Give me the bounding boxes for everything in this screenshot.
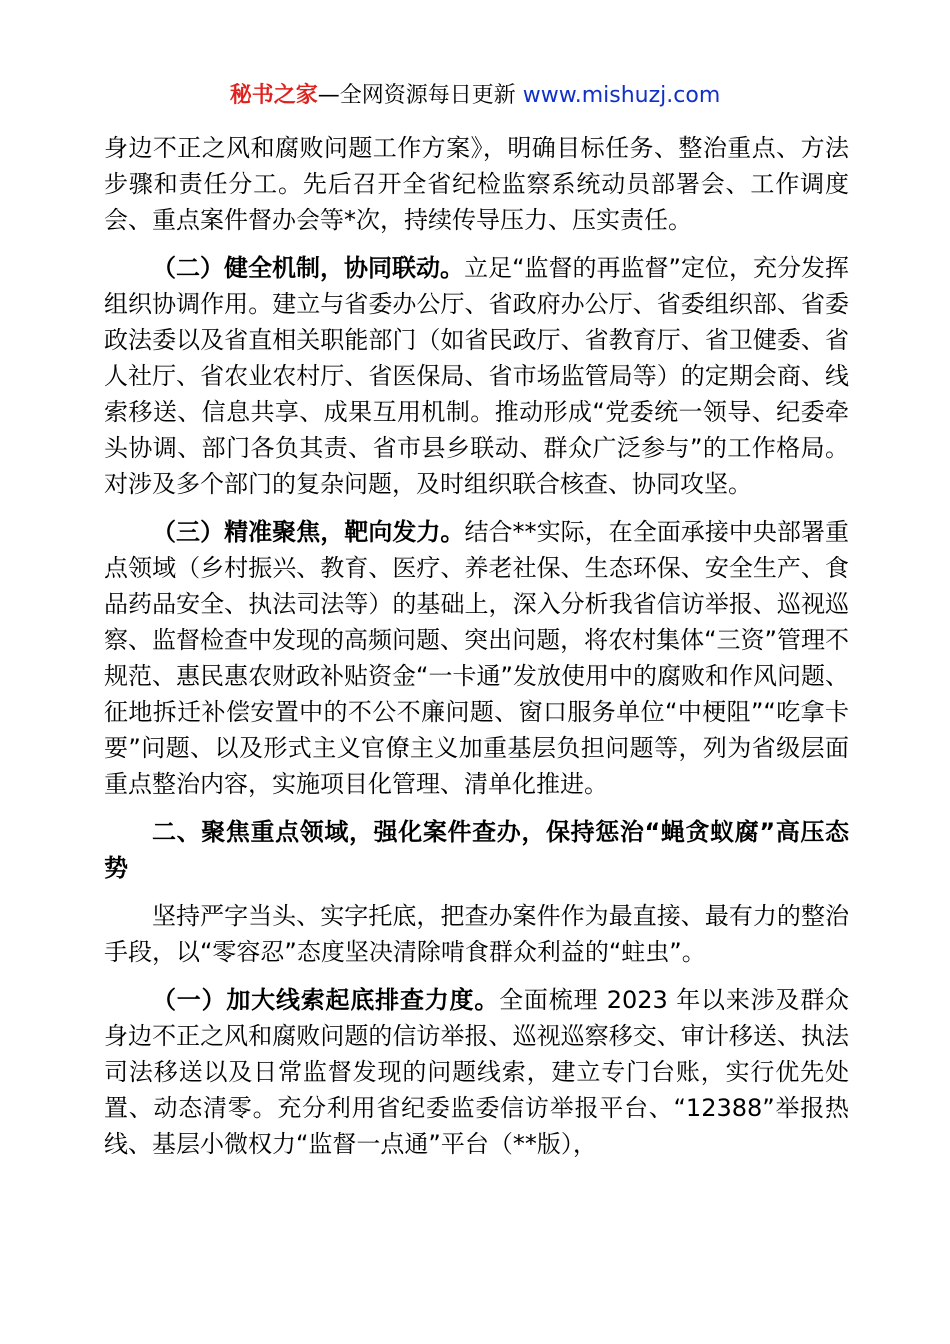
paragraph-clue-screening — [104, 982, 849, 1162]
paragraph-lead-heading: （一）加大线索起底排查力度。 — [152, 986, 500, 1014]
paragraph-continuation — [104, 130, 849, 238]
brand-name: 秘书之家 — [229, 83, 318, 108]
document-header — [0, 80, 950, 112]
paragraph-lead-heading: （二）健全机制，协同联动。 — [152, 254, 465, 282]
paragraph-text: 全面梳理 2023 年以来涉及群众身边不正之风和腐败问题的信访举报、巡视巡察移交、审计移送、执法司法移送以及日常监督发现的问题线索，建立专门台账，实行优先处置、动态清零。充分利用省纪委监委信访举报平台、“12388”举报热线、基层小微权力“监督一点通”平台（**版）， — [104, 986, 849, 1158]
paragraph-text: 身边不正之风和腐败问题工作方案》，明确目标任务、整治重点、方法步骤和责任分工。先后召开全省纪检监察系统动员部署会、工作调度会、重点案件督办会等*次，持续传导压力、压实责任。 — [104, 134, 849, 234]
site-url-link[interactable]: www.mishuzj.com — [522, 83, 721, 108]
paragraph-text: 立足“监督的再监督”定位，充分发挥组织协调作用。建立与省委办公厅、省政府办公厅、省委组织部、省委政法委以及省直相关职能部门（如省民政厅、省教育厅、省卫健委、省人社厅、省农业农村厅、省医保局、省市场监管局等）的定期会商、线索移送、信息共享、成果互用机制。推动形成“党委统一领导、纪委牵头协调、部门各负其责、省市县乡联动、群众广泛参与”的工作格局。对涉及多个部门的复杂问题，及时组织联合核查、协同攻坚。 — [104, 254, 849, 498]
paragraph-text: 结合**实际，在全面承接中央部署重点领域（乡村振兴、教育、医疗、养老社保、生态环保、安全生产、食品药品安全、执法司法等）的基础上，深入分析我省信访举报、巡视巡察、监督检查中发现的高频问题、突出问题，将农村集体“三资”管理不规范、惠民惠农财政补贴资金“一卡通”发放使用中的腐败和作风问题、征地拆迁补偿安置中的不公不廉问题、窗口服务单位“中梗阻”“吃拿卡要”问题、以及形式主义官僚主义加重基层负担问题等，列为省级层面重点整治内容，实施项目化管理、清单化推进。 — [104, 518, 850, 798]
paragraph-text: 坚持严字当头、实字托底，把查办案件作为最直接、最有力的整治手段，以“零容忍”态度坚决清除啃食群众利益的“蛀虫”。 — [104, 902, 849, 966]
section-heading-text: 二、聚焦重点领域，强化案件查办，保持惩治“蝇贪蚁腐”高压态势 — [104, 818, 849, 882]
paragraph-lead-heading: （三）精准聚焦，靶向发力。 — [152, 518, 465, 546]
document-body — [104, 130, 849, 1162]
header-tagline: —全网资源每日更新 — [317, 83, 523, 108]
paragraph-intro — [104, 898, 849, 970]
paragraph-mechanism — [104, 250, 849, 502]
paragraph-focus — [104, 514, 849, 802]
section-heading — [104, 814, 849, 886]
